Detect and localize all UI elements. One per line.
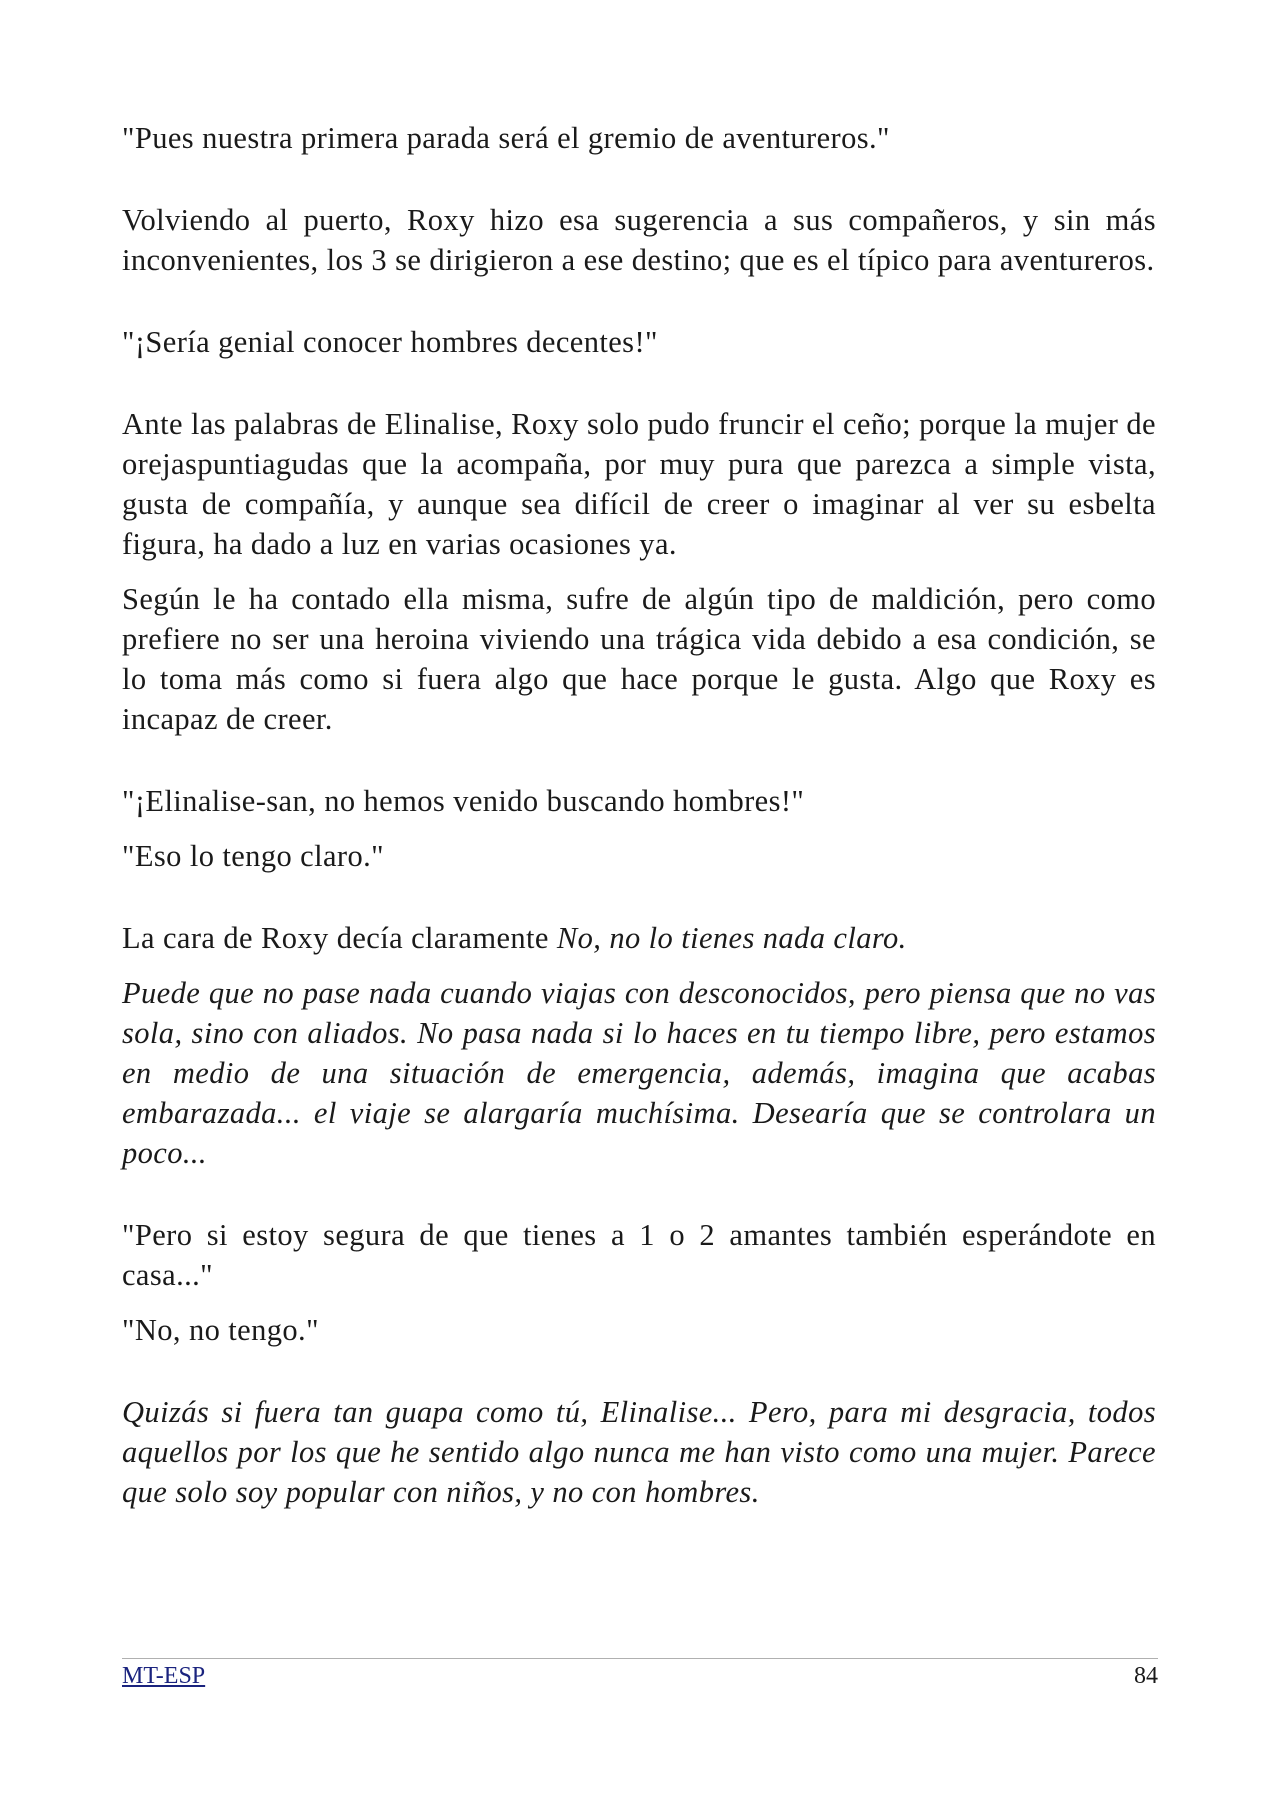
paragraph-dialogue-3: "¡Elinalise-san, no hemos venido buscando hombres!" — [122, 784, 805, 818]
footer-site-link[interactable]: MT-ESP — [122, 1663, 206, 1689]
paragraph-dialogue-5: "Pero si estoy segura de que tienes a 1 o 2 amantes también esperándote en casa..." — [122, 1218, 1156, 1292]
paragraph-dialogue-6: "No, no tengo." — [122, 1313, 319, 1347]
page-footer — [122, 1658, 1158, 1689]
paragraph-narration-3: Según le ha contado ella misma, sufre de algún tipo de maldición, pero como prefiere no ser una heroina viviendo una trágica vida debido a esa condición, se lo toma más como si fuera algo que hace porque le gusta. Algo que Roxy es incapaz de creer. — [122, 582, 1156, 736]
paragraph-thought-2: Quizás si fuera tan guapa como tú, Elinalise... Pero, para mi desgracia, todos aquellos por los que he sentido algo nunca me han visto como una mujer. Parece que solo soy popular con niños, y no con hombres. — [122, 1395, 1156, 1509]
paragraph-dialogue-1: "Pues nuestra primera parada será el gremio de aventureros." — [122, 121, 890, 155]
narration-4-text: La cara de Roxy decía claramente — [122, 921, 557, 955]
paragraph-dialogue-2: "¡Sería genial conocer hombres decentes!" — [122, 325, 658, 359]
paragraph-narration-1: Volviendo al puerto, Roxy hizo esa sugerencia a sus compañeros, y sin más inconvenientes, los 3 se dirigieron a ese destino; que es el típico para aventureros. — [122, 203, 1156, 277]
narration-4-italic-thought: No, no lo tienes nada claro. — [556, 921, 907, 955]
paragraph-thought-1: Puede que no pase nada cuando viajas con desconocidos, pero piensa que no vas sola, sino con aliados. No pasa nada si lo haces en tu tiempo libre, pero estamos en medio de una situación de emergencia, además, imagina que acabas embarazada... el viaje se alargaría muchísima. Desearía que se controlara un poco... — [122, 976, 1156, 1170]
paragraph-dialogue-4: "Eso lo tengo claro." — [122, 839, 384, 873]
paragraph-narration-2: Ante las palabras de Elinalise, Roxy solo pudo fruncir el ceño; porque la mujer de orejaspuntiagudas que la acompaña, por muy pura que parezca a simple vista, gusta de compañía, y aunque sea difícil de creer o imaginar al ver su esbelta figura, ha dado a luz en varias ocasiones ya. — [122, 407, 1156, 561]
paragraph-narration-4 — [122, 918, 1156, 958]
footer-page-number: 84 — [1134, 1663, 1158, 1689]
document-body — [122, 118, 1156, 1512]
